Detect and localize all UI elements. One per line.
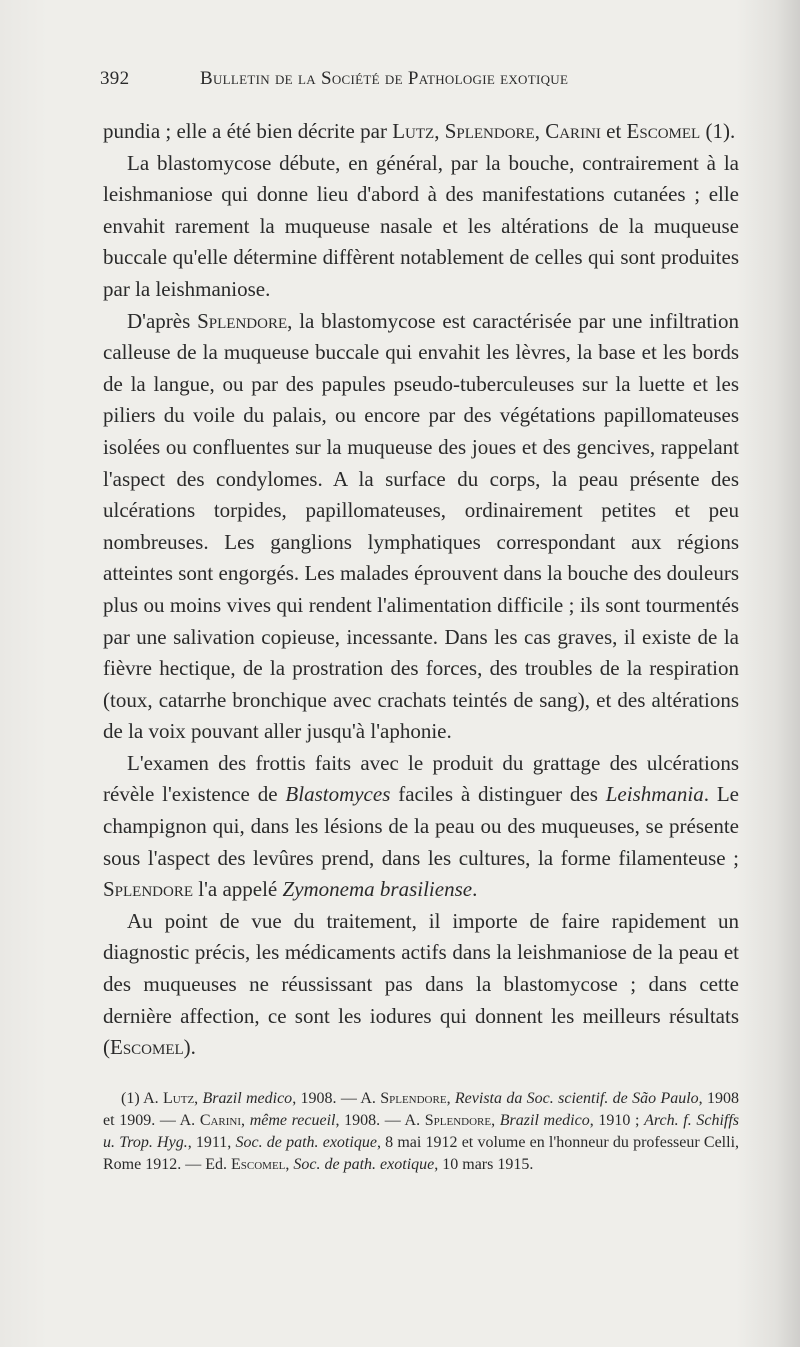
text-run: , — [285, 1156, 294, 1173]
text-run: , 1911, — [187, 1134, 236, 1151]
taxon-name: Leishmania — [605, 782, 704, 807]
text-run: pundia ; elle a été bien décrite par — [103, 119, 393, 143]
paragraph-5 — [103, 906, 739, 1064]
author-name: Carini — [199, 1112, 242, 1129]
text-run: , 1908 et 1909. — A. — [103, 1090, 740, 1129]
text-run: L'examen des frottis faits avec le produit du grattage des ulcérations révèle l'existence de — [103, 750, 739, 807]
taxon-name: Blastomyces — [285, 782, 391, 807]
footnotes — [103, 1088, 739, 1176]
author-name: Splendore — [380, 1090, 447, 1107]
paragraph-2: La blastomycose débute, en général, par la bouche, contrairement à la leishmaniose qui donne lieu d'abord à des manifestations cutanées ; elle envahit rarement la muqueuse nasale et les altérations de la muqueuse buccale qu'elle détermine diffèrent notablement de celles qui sont produites par la leishmaniose. — [103, 150, 739, 301]
author-name: Splendore — [197, 308, 288, 333]
journal-title: Revista da Soc. scientif. de São Paulo — [454, 1090, 699, 1107]
journal-title: Brazil medico — [499, 1112, 590, 1129]
text-run: , — [534, 119, 546, 143]
author-name: Escomel — [231, 1156, 286, 1173]
text-run: , — [434, 119, 445, 143]
journal-title: Soc. de path. exotique — [235, 1134, 377, 1151]
text-run: l'a appelé — [193, 877, 283, 902]
journal-title: Soc. de path. exotique — [293, 1156, 435, 1173]
text-run: . — [472, 877, 478, 902]
author-name: Escomel — [110, 1035, 184, 1060]
running-header — [100, 68, 740, 98]
author-name: Escomel — [626, 119, 701, 143]
text-run: , — [491, 1112, 500, 1129]
journal-title: Arch. f. Schiffs u. Trop. Hyg. — [103, 1112, 740, 1151]
author-name: Carini — [545, 119, 601, 143]
text-run: , 1910 ; — [589, 1112, 645, 1129]
journal-title: même recueil — [249, 1112, 336, 1129]
text-run: , — [446, 1090, 455, 1107]
paragraph-3 — [103, 306, 739, 748]
footnote-1 — [103, 1088, 739, 1176]
author-name: Splendore — [103, 877, 194, 902]
text-run: , 1908. — A. — [292, 1090, 381, 1107]
journal-title: Brazil medico — [202, 1090, 293, 1107]
text-run: . Le champignon qui, dans les lésions de la peau ou des muqueuses, se présente sous l'aspect des levûres prend, dans les cultures, la forme filamenteuse ; — [103, 782, 739, 870]
text-run: D'après — [127, 308, 198, 333]
text-run: ). — [183, 1035, 196, 1060]
text-run: , 8 mai 1912 et volume en l'honneur du professeur Celli, Rome 1912. — Ed. — [103, 1134, 740, 1173]
running-title: Bulletin de la Société de Pathologie exotique — [200, 68, 569, 89]
text-run: , 1908. — A. — [335, 1112, 425, 1129]
paragraph-4 — [103, 748, 739, 906]
text-run: et — [600, 119, 627, 143]
text-run: Au point de vue du traitement, il importe de faire rapidement un diagnostic précis, les médicaments actifs dans la leishmaniose de la peau et des muqueuses ne réussissant pas dans la blastomycose ; dans cette dernière affection, ce sont les iodures qui donnent les meilleurs résultats ( — [103, 908, 739, 1060]
text-run: faciles à distinguer des — [390, 782, 606, 807]
text-run: , 10 mars 1915. — [434, 1156, 534, 1173]
taxon-name: Zymonema brasiliense — [282, 877, 473, 902]
author-name: Splendore — [444, 119, 535, 143]
text-run: , — [194, 1090, 203, 1107]
text-run: , — [241, 1112, 250, 1129]
author-name: Lutz — [392, 119, 435, 143]
page-number: 392 — [100, 68, 130, 89]
article-body — [103, 116, 739, 1064]
text-run: (1) A. — [121, 1090, 164, 1107]
paragraph-1 — [103, 116, 739, 148]
text-run: (1). — [700, 119, 736, 143]
author-name: Splendore — [424, 1112, 492, 1129]
author-name: Lutz — [163, 1090, 195, 1107]
text-run: , la blastomycose est caractérisée par une infiltration calleuse de la muqueuse buccale qui envahit les lèvres, la base et les bords de la langue, ou par des papules pseudo-tuberculeuses sur la luette et les piliers du voile du palais, ou encore par des végétations papillomateuses isolées ou confluentes sur la muqueuse des joues et des gencives, rappelant l'aspect des condylomes. A la surface du corps, la peau présente des ulcérations torpides, papillomateuses, ordinairement petites et peu nombreuses. Les ganglions lymphatiques correspondant aux régions atteintes sont engorgés. Les malades éprouvent dans la bouche des douleurs plus ou moins vives qui rendent l'alimentation difficile ; ils sont tourmentés par une salivation copieuse, incessante. Dans les cas graves, il existe de la fièvre hectique, de la prostration des forces, des troubles de la respiration (toux, catarrhe bronchique avec crachats teintés de sang), et des altérations de la voix pouvant aller jusqu'à l'aphonie. — [103, 308, 739, 744]
